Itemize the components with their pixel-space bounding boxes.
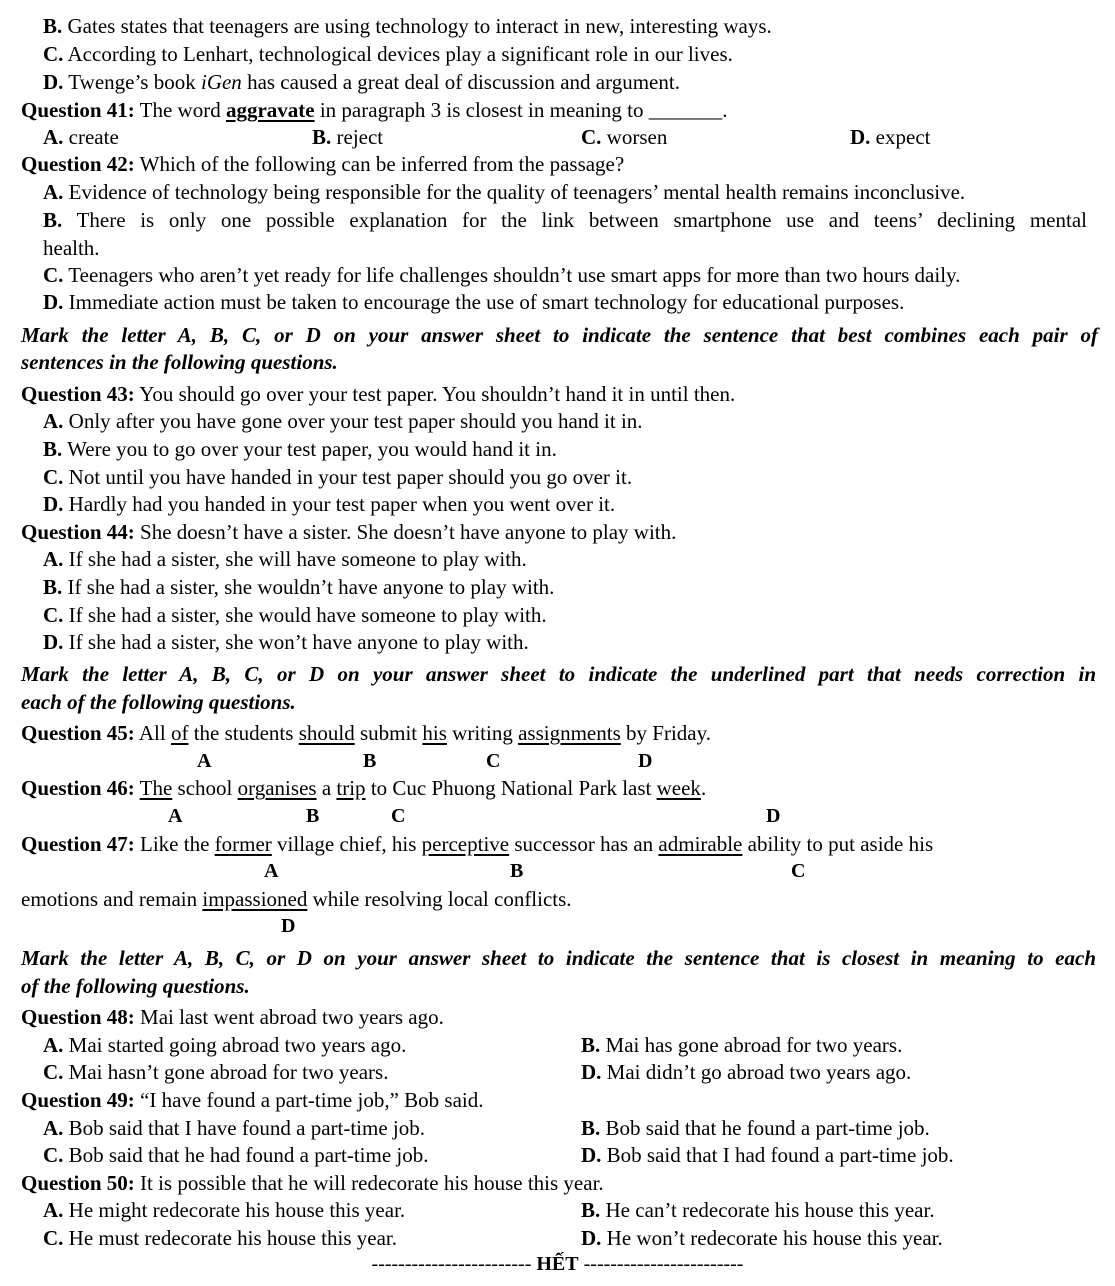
stem-text: submit xyxy=(354,721,423,745)
option-label: D. xyxy=(581,1060,602,1084)
q48-option-c xyxy=(43,1060,388,1084)
q41-option-d xyxy=(850,125,930,149)
option-text: reject xyxy=(336,125,384,149)
q45-letter-c: C xyxy=(486,750,501,772)
option-label: D. xyxy=(43,70,64,94)
option-text: If she had a sister, she won’t have anyone to play with. xyxy=(68,630,529,654)
option-label: D. xyxy=(43,290,64,314)
option-text: Bob said that I have found a part-time job. xyxy=(68,1116,425,1140)
option-label: C. xyxy=(43,465,64,489)
instruction-meaning-line2: of the following questions. xyxy=(21,974,250,998)
stem-text: emotions and remain xyxy=(21,887,203,911)
question-label: Question 46: xyxy=(21,776,135,800)
stem-text: You should go over your test paper. You shouldn’t hand it in until then. xyxy=(139,382,736,406)
q40-option-d xyxy=(43,70,680,94)
stem-text: by Friday. xyxy=(620,721,711,745)
option-text: create xyxy=(68,125,119,149)
option-label: A. xyxy=(43,125,64,149)
q43-stem xyxy=(21,382,735,406)
q46-letter-b: B xyxy=(306,805,320,827)
question-label: Question 50: xyxy=(21,1171,135,1195)
q44-option-c xyxy=(43,603,547,627)
stem-text: in paragraph 3 is closest in meaning to _______. xyxy=(314,98,728,122)
option-text: He won’t redecorate his house this year. xyxy=(606,1226,943,1250)
option-text: He must redecorate his house this year. xyxy=(68,1226,397,1250)
option-text: Bob said that I had found a part-time job. xyxy=(606,1143,954,1167)
end-label: HẾT xyxy=(536,1253,579,1275)
option-label: A. xyxy=(43,1033,64,1057)
stem-text: while resolving local conflicts. xyxy=(307,887,572,911)
q49-option-b xyxy=(581,1116,930,1140)
q41-stem xyxy=(21,98,728,122)
dashes-left: ------------------------ xyxy=(371,1253,532,1275)
option-label: C. xyxy=(43,42,64,66)
option-text: health. xyxy=(43,236,100,260)
option-label: B. xyxy=(43,14,63,38)
q43-option-d xyxy=(43,492,615,516)
option-label: D. xyxy=(581,1143,602,1167)
underlined-part-d: week xyxy=(656,776,701,800)
option-text: Evidence of technology being responsible for the quality of teenagers’ mental health remains inconclusive. xyxy=(68,180,966,204)
question-label: Question 42: xyxy=(21,152,135,176)
q43-option-b xyxy=(43,437,557,461)
option-text: Bob said that he found a part-time job. xyxy=(605,1116,930,1140)
q48-option-a xyxy=(43,1033,406,1057)
option-text: Mai hasn’t gone abroad for two years. xyxy=(68,1060,389,1084)
option-text: Mai didn’t go abroad two years ago. xyxy=(606,1060,912,1084)
option-text: According to Lenhart, technological devices play a significant role in our lives. xyxy=(67,42,733,66)
stem-text: successor has an xyxy=(509,832,659,856)
q45-stem xyxy=(21,721,711,745)
option-text: Gates states that teenagers are using technology to interact in new, interesting ways. xyxy=(67,14,772,38)
q50-option-a xyxy=(43,1198,405,1222)
underlined-part-b: perceptive xyxy=(421,832,510,856)
question-label: Question 44: xyxy=(21,520,135,544)
q42-option-b-cont xyxy=(43,236,100,260)
q43-option-a xyxy=(43,409,643,433)
option-label: C. xyxy=(43,603,64,627)
option-label: A. xyxy=(43,547,64,571)
stem-text: ability to put aside his xyxy=(742,832,934,856)
instruction-meaning-line1: Mark the letter A, B, C, or D on your answer sheet to indicate the sentence that is closest in meaning to each xyxy=(21,946,1096,970)
option-label: C. xyxy=(581,125,602,149)
q42-stem xyxy=(21,152,624,176)
q48-option-b xyxy=(581,1033,902,1057)
underlined-part-a: The xyxy=(139,776,173,800)
underlined-part-d: assignments xyxy=(518,721,621,745)
question-label: Question 45: xyxy=(21,721,135,745)
option-text: worsen xyxy=(606,125,668,149)
option-label: B. xyxy=(43,575,63,599)
stem-text: All xyxy=(138,721,171,745)
option-label: A. xyxy=(43,409,64,433)
q46-letter-c: C xyxy=(391,805,406,827)
option-text: Immediate action must be taken to encourage the use of smart technology for educational purposes. xyxy=(68,290,905,314)
q50-option-b xyxy=(581,1198,935,1222)
instruction-combine-line2: sentences in the following questions. xyxy=(21,350,338,374)
q44-option-a xyxy=(43,547,527,571)
option-text: Were you to go over your test paper, you would hand it in. xyxy=(67,437,557,461)
underlined-part-c: trip xyxy=(336,776,366,800)
q44-option-b xyxy=(43,575,554,599)
q49-option-c xyxy=(43,1143,429,1167)
instruction-combine-line1: Mark the letter A, B, C, or D on your answer sheet to indicate the sentence that best combines each pair of xyxy=(21,323,1098,347)
option-text: Bob said that he had found a part-time job. xyxy=(68,1143,429,1167)
q41-option-a xyxy=(43,125,119,149)
instruction-error-line2: each of the following questions. xyxy=(21,690,296,714)
option-label: B. xyxy=(581,1116,601,1140)
option-label: B. xyxy=(581,1198,601,1222)
stem-text: a xyxy=(316,776,337,800)
q47-letter-a: A xyxy=(264,860,279,882)
option-label: D. xyxy=(581,1226,602,1250)
option-label: C. xyxy=(43,1060,64,1084)
option-label: D. xyxy=(43,492,64,516)
q44-option-d xyxy=(43,630,529,654)
dashes-right: ------------------------ xyxy=(583,1253,744,1275)
q47-letter-c: C xyxy=(791,860,806,882)
q43-option-c xyxy=(43,465,632,489)
option-label: B. xyxy=(43,208,63,232)
q49-stem xyxy=(21,1088,484,1112)
instruction-error-line1: Mark the letter A, B, C, or D on your answer sheet to indicate the underlined part that needs correction in xyxy=(21,662,1096,686)
q50-stem xyxy=(21,1171,604,1195)
option-label: A. xyxy=(43,180,64,204)
stem-text: to Cuc Phuong National Park last xyxy=(365,776,657,800)
stem-text: Which of the following can be inferred from the passage? xyxy=(139,152,625,176)
option-text: If she had a sister, she would have someone to play with. xyxy=(68,603,547,627)
q50-option-c xyxy=(43,1226,397,1250)
q41-option-b xyxy=(312,125,383,149)
q50-option-d xyxy=(581,1226,943,1250)
option-label: D. xyxy=(850,125,871,149)
q42-option-b xyxy=(43,208,1087,232)
stem-text: . xyxy=(700,776,707,800)
q46-letter-a: A xyxy=(168,805,183,827)
q40-option-c xyxy=(43,42,733,66)
underlined-part-b: should xyxy=(298,721,355,745)
q49-option-a xyxy=(43,1116,425,1140)
q42-option-d xyxy=(43,290,904,314)
option-text: Hardly had you handed in your test paper when you went over it. xyxy=(68,492,616,516)
option-text: If she had a sister, she will have someone to play with. xyxy=(68,547,527,571)
option-label: C. xyxy=(43,1226,64,1250)
stem-text: The word xyxy=(139,98,226,122)
question-label: Question 49: xyxy=(21,1088,135,1112)
option-text: There is only one possible explanation for the link between smartphone use and teens’ declining mental xyxy=(76,208,1087,232)
option-text: Mai has gone abroad for two years. xyxy=(605,1033,903,1057)
option-text: Twenge’s book xyxy=(68,70,201,94)
q45-letter-a: A xyxy=(197,750,212,772)
option-label: C. xyxy=(43,263,64,287)
q47-letter-b: B xyxy=(510,860,524,882)
q47-stem-line1 xyxy=(21,832,933,856)
question-label: Question 48: xyxy=(21,1005,135,1029)
question-label: Question 41: xyxy=(21,98,135,122)
q45-letter-b: B xyxy=(363,750,377,772)
q44-stem xyxy=(21,520,676,544)
option-text: expect xyxy=(875,125,931,149)
q45-letter-d: D xyxy=(638,750,653,772)
option-label: B. xyxy=(581,1033,601,1057)
option-text: Teenagers who aren’t yet ready for life challenges shouldn’t use smart apps for more than two hours daily. xyxy=(68,263,961,287)
stem-text: village chief, his xyxy=(271,832,422,856)
underlined-part-d: impassioned xyxy=(202,887,308,911)
option-label: A. xyxy=(43,1116,64,1140)
q48-option-d xyxy=(581,1060,911,1084)
q46-stem xyxy=(21,776,706,800)
underlined-part-c: his xyxy=(422,721,447,745)
q41-option-c xyxy=(581,125,667,149)
option-text: He can’t redecorate his house this year. xyxy=(605,1198,935,1222)
option-text: Not until you have handed in your test paper should you go over it. xyxy=(68,465,633,489)
end-marker xyxy=(0,1253,1115,1276)
q49-option-d xyxy=(581,1143,954,1167)
q46-letter-d: D xyxy=(766,805,781,827)
stem-text: She doesn’t have a sister. She doesn’t have anyone to play with. xyxy=(140,520,677,544)
option-label: A. xyxy=(43,1198,64,1222)
option-text: has caused a great deal of discussion and argument. xyxy=(241,70,680,94)
option-text: Only after you have gone over your test paper should you hand it in. xyxy=(68,409,643,433)
target-word: aggravate xyxy=(225,98,315,122)
option-text: Mai started going abroad two years ago. xyxy=(68,1033,407,1057)
option-label: C. xyxy=(43,1143,64,1167)
q40-option-b xyxy=(43,14,772,38)
q47-letter-d: D xyxy=(281,915,296,937)
option-label: B. xyxy=(312,125,332,149)
stem-text: It is possible that he will redecorate his house this year. xyxy=(140,1171,604,1195)
stem-text: writing xyxy=(446,721,519,745)
option-label: B. xyxy=(43,437,63,461)
underlined-part-a: former xyxy=(214,832,272,856)
option-text: He might redecorate his house this year. xyxy=(68,1198,406,1222)
underlined-part-b: organises xyxy=(237,776,317,800)
q47-stem-line2 xyxy=(21,887,572,911)
stem-text: Mai last went abroad two years ago. xyxy=(140,1005,444,1029)
book-title: iGen xyxy=(200,70,242,94)
stem-text: “I have found a part-time job,” Bob said. xyxy=(140,1088,484,1112)
option-label: D. xyxy=(43,630,64,654)
underlined-part-a: of xyxy=(170,721,189,745)
option-text: If she had a sister, she wouldn’t have anyone to play with. xyxy=(67,575,555,599)
q48-stem xyxy=(21,1005,444,1029)
stem-text: Like the xyxy=(140,832,215,856)
stem-text: school xyxy=(172,776,238,800)
stem-text: the students xyxy=(188,721,299,745)
q42-option-a xyxy=(43,180,965,204)
underlined-part-c: admirable xyxy=(658,832,743,856)
question-label: Question 47: xyxy=(21,832,135,856)
q42-option-c xyxy=(43,263,960,287)
question-label: Question 43: xyxy=(21,382,135,406)
